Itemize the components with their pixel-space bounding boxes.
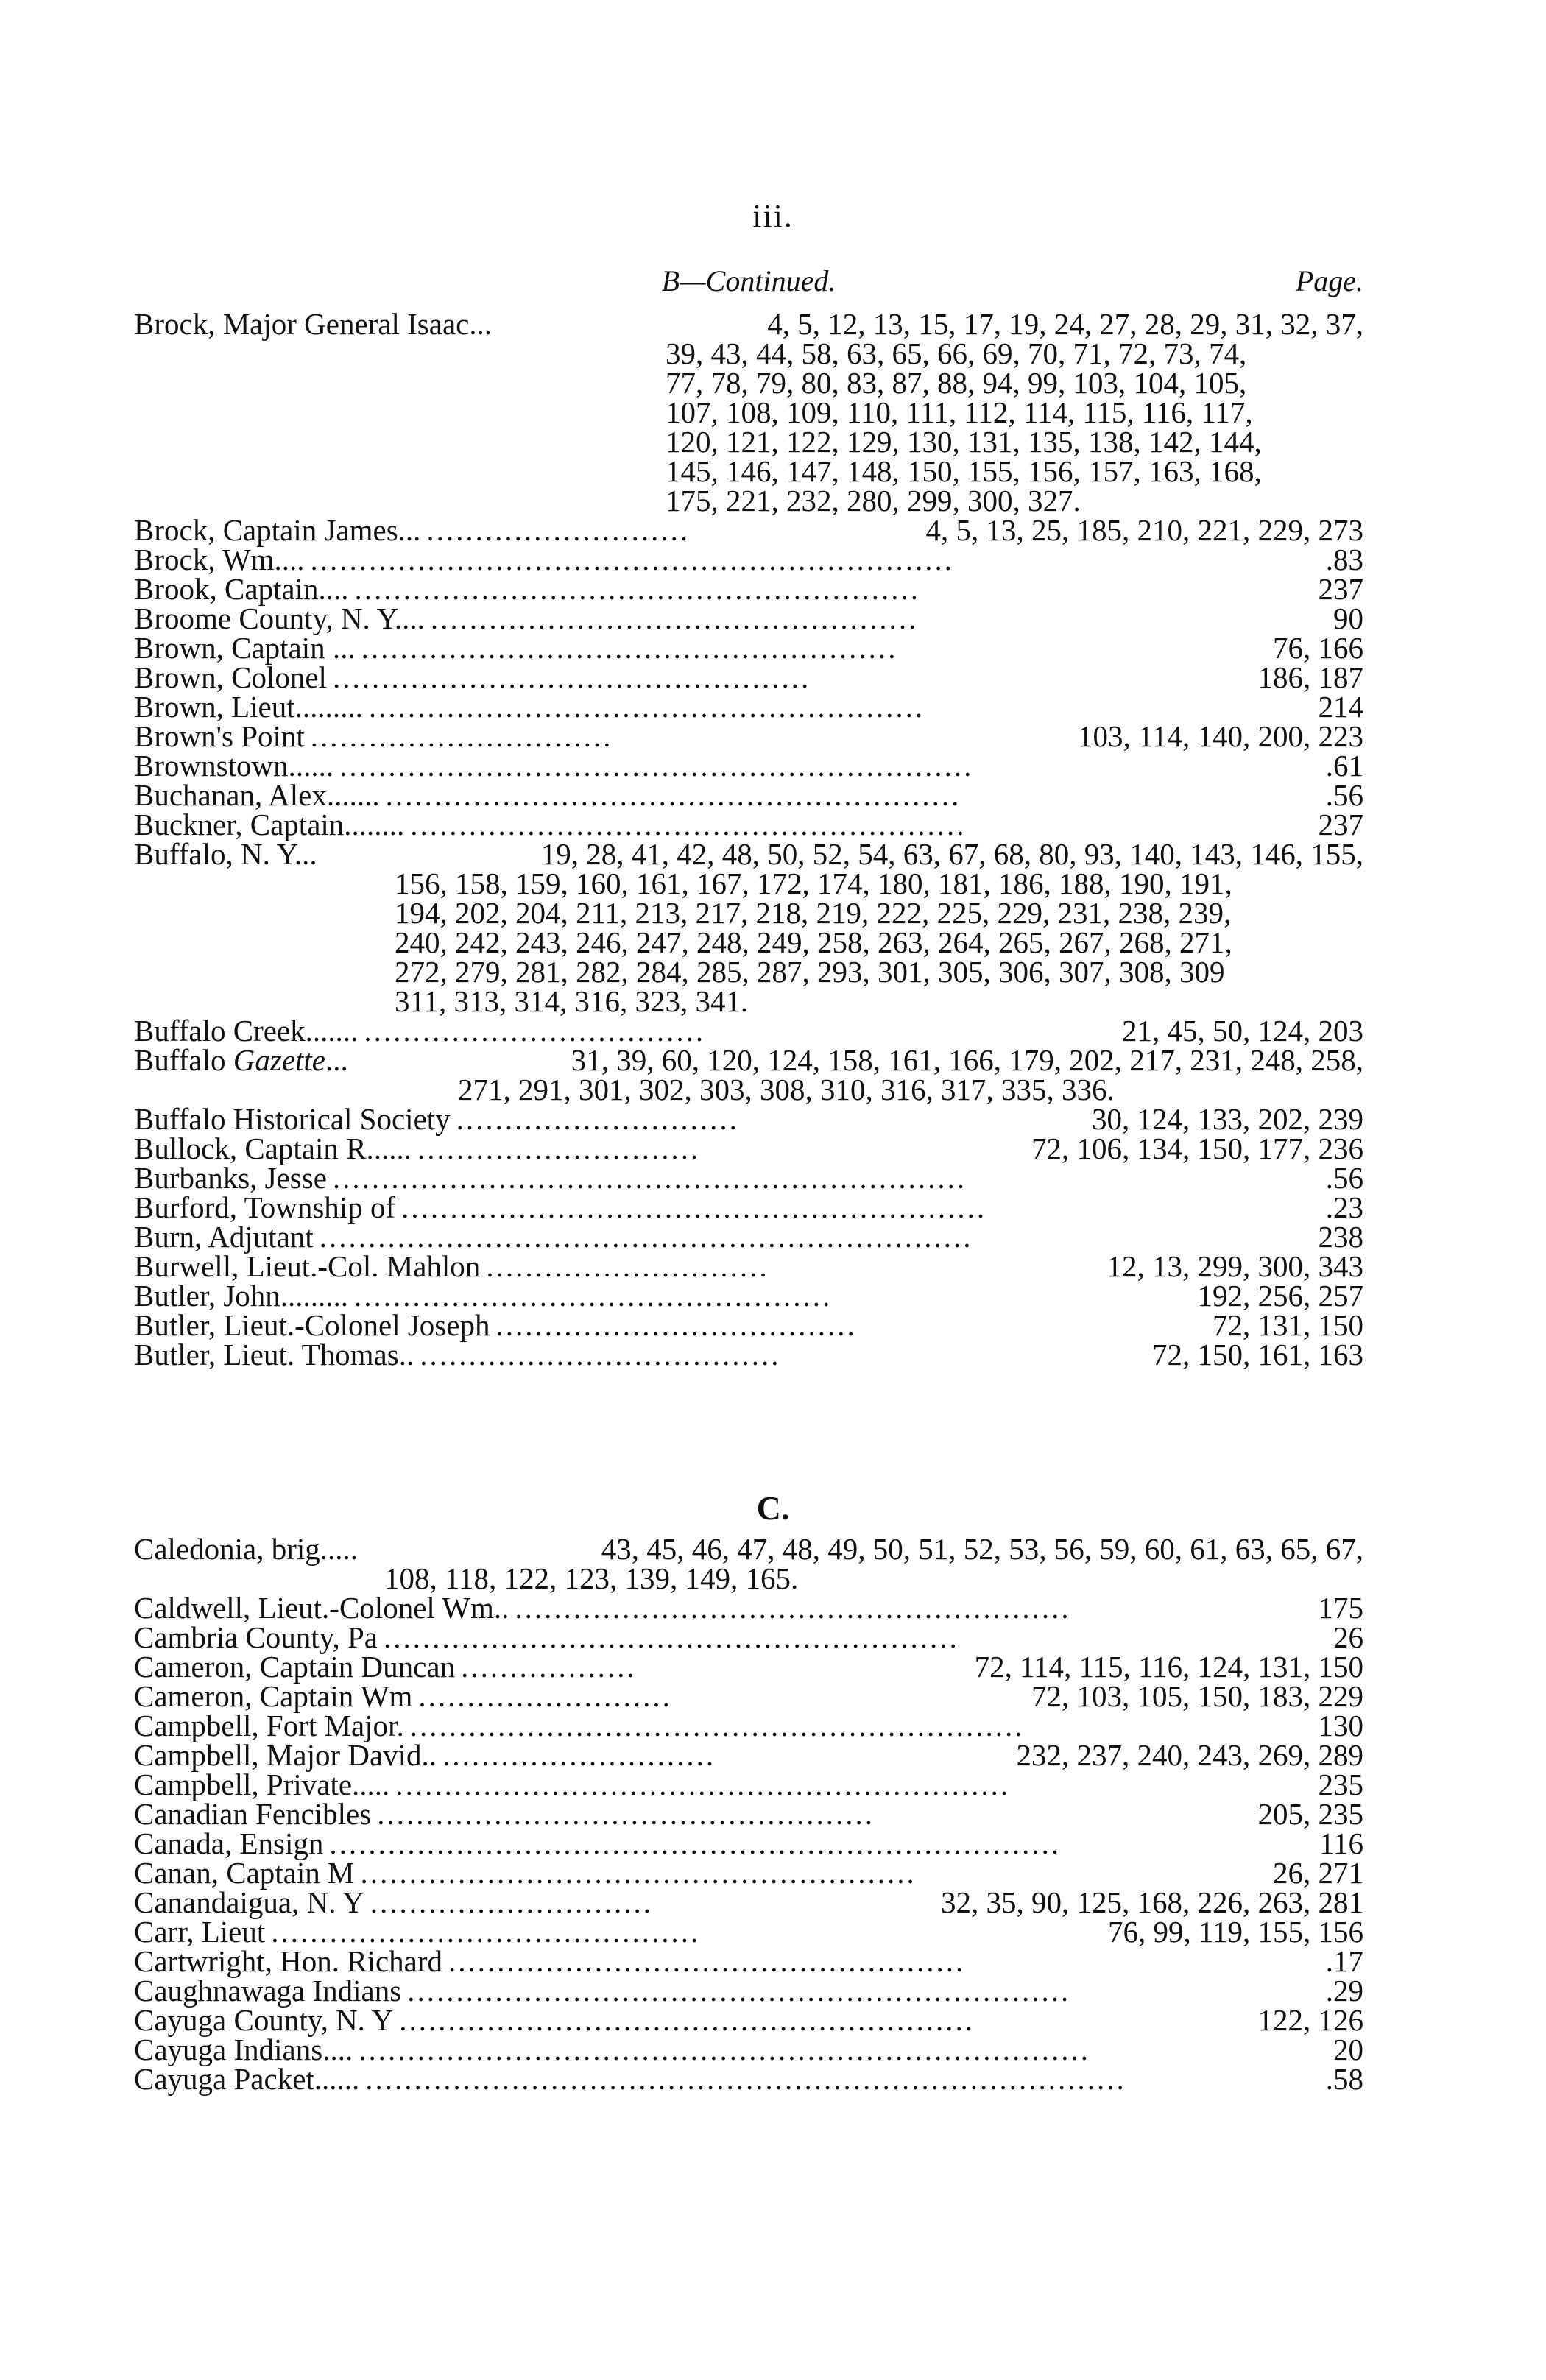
dot-leader: ............................. — [370, 1888, 653, 1917]
entry-continuation: 194, 202, 204, 211, 213, 217, 218, 219, 222, 225, 229, 231, 238, 239, — [395, 896, 1232, 930]
entry-name: Burford, Township of — [134, 1190, 396, 1224]
entry-name-tail: ... — [325, 1043, 348, 1077]
entry-pages: 72, 131, 150 — [1213, 1308, 1363, 1342]
entry-name-plain: Buffalo — [134, 1043, 233, 1077]
dot-leader: ......................................................... — [410, 810, 967, 839]
dot-leader: ............................. — [417, 1134, 701, 1163]
index-entry — [134, 633, 1363, 663]
entry-pages: .56 — [1325, 778, 1363, 812]
entry-name: Buffalo Creek....... — [134, 1014, 359, 1048]
entry-name: Bullock, Captain R...... — [134, 1131, 412, 1165]
index-entry — [134, 1190, 1363, 1224]
entry-name: Caldwell, Lieut.-Colonel Wm.. — [134, 1591, 509, 1625]
index-entry — [134, 2035, 1363, 2064]
entry-name: Cameron, Captain Duncan — [134, 1650, 456, 1684]
dot-leader: ......................................................... — [368, 692, 925, 721]
dot-leader: .................................................................... — [407, 1976, 1071, 2005]
entry-name: Buffalo Historical Society — [134, 1102, 451, 1136]
entry-name: Cartwright, Hon. Richard — [134, 1944, 443, 1978]
page-number: iii. — [752, 198, 794, 234]
letter-c-heading: C. — [756, 1489, 790, 1527]
entry-continuation: 107, 108, 109, 110, 111, 112, 114, 115, 116, 117, — [666, 395, 1253, 429]
entry-pages: .29 — [1325, 1974, 1363, 2008]
entry-pages: 235 — [1318, 1768, 1363, 1801]
entry-continuation: 120, 121, 122, 129, 130, 131, 135, 138, 142, 144, — [666, 425, 1262, 459]
dot-leader: ............................ — [442, 1740, 716, 1770]
entry-name: Burwell, Lieut.-Col. Mahlon — [134, 1249, 481, 1283]
dot-leader: ................................................. — [354, 1281, 833, 1310]
entry-pages: 4, 5, 12, 13, 15, 17, 19, 24, 27, 28, 29, 31, 32, 37, — [767, 307, 1363, 341]
dot-leader: ................................................. — [332, 663, 811, 692]
dot-leader: ..................................... — [495, 1310, 857, 1340]
entry-name: Buckner, Captain........ — [134, 808, 405, 841]
entry-pages: 214 — [1318, 690, 1363, 724]
dot-leader: ................................................................. — [332, 1163, 967, 1193]
entry-name: Butler, John......... — [134, 1279, 349, 1313]
entry-pages: 32, 35, 90, 125, 168, 226, 263, 281 — [941, 1885, 1363, 1919]
index-entry — [134, 1014, 1363, 1048]
entry-name: Broome County, N. Y.... — [134, 601, 425, 635]
entry-pages: 12, 13, 299, 300, 343 — [1106, 1249, 1363, 1283]
index-entry — [134, 810, 1363, 839]
index-entry — [134, 1251, 1363, 1281]
entry-name-italic: Gazette — [233, 1043, 326, 1077]
entry-name: Carr, Lieut — [134, 1915, 266, 1949]
index-entry — [134, 1799, 1363, 1829]
entry-name: Brown, Lieut......... — [134, 690, 363, 724]
dot-leader: .................. — [461, 1652, 637, 1681]
dot-leader: ..................................... — [420, 1340, 781, 1369]
entry-name: Brook, Captain.... — [134, 572, 349, 606]
entry-pages: 232, 237, 240, 243, 269, 289 — [1016, 1738, 1363, 1772]
entry-name: Cayuga Indians.... — [134, 2033, 353, 2066]
index-entry — [134, 690, 1363, 724]
index-entry — [134, 601, 1363, 635]
dot-leader: ........................................................... — [384, 1622, 959, 1652]
entry-name: Cayuga County, N. Y — [134, 2003, 394, 2037]
entry-pages: 20 — [1333, 2033, 1363, 2066]
entry-name: Canadian Fencibles — [134, 1797, 372, 1831]
dot-leader: ............................. — [486, 1251, 769, 1281]
index-entry — [134, 515, 1363, 545]
entry-pages: .61 — [1325, 749, 1363, 783]
entry-pages: 31, 39, 60, 120, 124, 158, 161, 166, 179, 202, 217, 231, 248, 258, — [571, 1043, 1363, 1077]
dot-leader: ................................................... — [377, 1799, 875, 1829]
index-entry — [134, 1534, 1363, 1593]
entry-pages: 122, 126 — [1257, 2003, 1363, 2037]
dot-leader: .................................................. — [430, 604, 919, 633]
entry-continuation: 240, 242, 243, 246, 247, 248, 249, 258, 263, 264, 265, 267, 268, 271, — [395, 925, 1232, 959]
entry-name — [134, 1045, 348, 1075]
entry-continuation: 156, 158, 159, 160, 161, 167, 172, 174, 180, 181, 186, 188, 190, 191, — [395, 866, 1232, 900]
entry-name: Cameron, Captain Wm — [134, 1679, 413, 1713]
entry-pages: .17 — [1325, 1944, 1363, 1978]
dot-leader: ......................................................... — [515, 1593, 1071, 1622]
entry-name: Canandaigua, N. Y — [134, 1885, 364, 1919]
entry-name: Campbell, Major David.. — [134, 1738, 437, 1772]
index-entry — [134, 1974, 1363, 2008]
dot-leader: ............................................................... — [409, 1711, 1025, 1740]
entry-pages: 21, 45, 50, 124, 203 — [1122, 1014, 1363, 1048]
entry-name: Caughnawaga Indians — [134, 1974, 402, 2008]
entry-pages: 72, 106, 134, 150, 177, 236 — [1031, 1131, 1363, 1165]
entry-pages: 72, 150, 161, 163 — [1152, 1338, 1363, 1371]
entry-continuation: 39, 43, 44, 58, 63, 65, 66, 69, 70, 71, 72, 73, 74, — [666, 336, 1247, 370]
index-entry — [134, 1826, 1363, 1860]
index-entry — [134, 780, 1363, 810]
entry-pages: 116 — [1319, 1826, 1363, 1860]
entry-name: Canada, Ensign — [134, 1826, 324, 1860]
entry-pages: 90 — [1333, 601, 1363, 635]
index-entry — [134, 660, 1363, 694]
dot-leader: ............................. — [456, 1104, 739, 1134]
dot-leader: .......................................................... — [354, 574, 921, 604]
entry-name: Canan, Captain M — [134, 1856, 355, 1890]
entry-pages: 43, 45, 46, 47, 48, 49, 50, 51, 52, 53, 56, 59, 60, 61, 63, 65, 67, — [601, 1532, 1363, 1566]
dot-leader: ........................... — [426, 515, 691, 545]
index-entry — [134, 2005, 1363, 2035]
dot-leader: ........................................................... — [399, 2005, 975, 2035]
entry-name: Buchanan, Alex....... — [134, 778, 380, 812]
entry-name: Brown, Colonel — [134, 660, 327, 694]
entry-continuation: 175, 221, 232, 280, 299, 300, 327. — [666, 484, 1081, 518]
index-entry — [134, 1220, 1363, 1254]
index-entry — [134, 1711, 1363, 1740]
entry-pages: 76, 166 — [1273, 631, 1363, 665]
entry-continuation: 77, 78, 79, 80, 83, 87, 88, 94, 99, 103, 104, 105, — [666, 366, 1247, 400]
index-entry — [134, 1740, 1363, 1770]
entry-name: Brock, Major General Isaac... — [134, 307, 493, 341]
index-entry — [134, 1681, 1363, 1711]
index-entry — [134, 1885, 1363, 1919]
entry-name: Butler, Lieut.-Colonel Joseph — [134, 1308, 490, 1342]
dot-leader: ................................... — [364, 1016, 706, 1045]
index-entry — [134, 574, 1363, 604]
entry-pages: 205, 235 — [1257, 1797, 1363, 1831]
index-section-b — [134, 309, 1363, 1369]
entry-pages: 72, 103, 105, 150, 183, 229 — [1031, 1679, 1363, 1713]
entry-name: Caledonia, brig..... — [134, 1532, 359, 1566]
index-entry — [134, 1915, 1363, 1949]
entry-pages: .83 — [1325, 543, 1363, 576]
entry-name: Brock, Wm.... — [134, 543, 305, 576]
index-entry — [134, 1770, 1363, 1799]
dot-leader: ........................................................... — [385, 780, 961, 810]
entry-pages: .56 — [1325, 1161, 1363, 1195]
dot-leader: ........................................................................... — [359, 2035, 1090, 2064]
section-heading — [134, 264, 1363, 302]
index-entry — [134, 839, 1363, 1016]
index-section-c — [134, 1534, 1363, 2094]
entry-name: Cambria County, Pa — [134, 1620, 378, 1654]
entry-pages: 4, 5, 13, 25, 185, 210, 221, 229, 273 — [925, 513, 1363, 547]
entry-pages: 26, 271 — [1273, 1856, 1363, 1890]
index-entry — [134, 545, 1363, 574]
entry-name: Brown, Captain ... — [134, 631, 356, 665]
index-entry — [134, 1310, 1363, 1340]
entry-pages: .23 — [1325, 1190, 1363, 1224]
entry-pages: 237 — [1318, 808, 1363, 841]
index-entry — [134, 2064, 1363, 2094]
entry-continuation: 311, 313, 314, 316, 323, 341. — [395, 984, 749, 1018]
entry-name: Campbell, Fort Major. — [134, 1709, 404, 1742]
entry-name: Burbanks, Jesse — [134, 1161, 327, 1195]
index-entry — [134, 749, 1363, 783]
entry-name: Brown's Point — [134, 719, 305, 753]
index-entry — [134, 307, 1363, 518]
index-entry — [134, 1650, 1363, 1684]
index-entry — [134, 1045, 1363, 1104]
entry-pages: 237 — [1318, 572, 1363, 606]
dot-leader: .............................................................................. — [365, 2064, 1126, 2094]
entry-name: Buffalo, N. Y... — [134, 837, 317, 871]
dot-leader: ....................................................... — [361, 633, 898, 663]
entry-pages: 30, 124, 133, 202, 239 — [1092, 1102, 1363, 1136]
index-entry — [134, 1858, 1363, 1888]
entry-pages: 19, 28, 41, 42, 48, 50, 52, 54, 63, 67, 68, 80, 93, 140, 143, 146, 155, — [540, 837, 1363, 871]
entry-name: Brock, Captain James... — [134, 513, 421, 547]
dot-leader: .......................... — [418, 1681, 672, 1711]
entry-pages: 175 — [1318, 1591, 1363, 1625]
entry-name: Campbell, Private..... — [134, 1768, 390, 1801]
entry-name: Cayuga Packet...... — [134, 2062, 360, 2096]
entry-pages: 26 — [1333, 1620, 1363, 1654]
dot-leader: ......................................................... — [360, 1858, 917, 1888]
index-entry — [134, 1163, 1363, 1193]
entry-name: Brownstown...... — [134, 749, 334, 783]
index-entry — [134, 1340, 1363, 1369]
entry-pages: 192, 256, 257 — [1197, 1279, 1363, 1313]
entry-continuation: 108, 118, 122, 123, 139, 149, 165. — [384, 1561, 799, 1595]
index-entry — [134, 1622, 1363, 1652]
dot-leader: ................................................................... — [319, 1222, 973, 1251]
index-entry — [134, 1279, 1363, 1313]
dot-leader: ............................... — [310, 721, 613, 751]
dot-leader: ................................................................. — [339, 751, 974, 780]
entry-pages: 238 — [1318, 1220, 1363, 1254]
entry-name: Burn, Adjutant — [134, 1220, 314, 1254]
index-entry — [134, 1946, 1363, 1976]
entry-pages: 76, 99, 119, 155, 156 — [1108, 1915, 1363, 1949]
dot-leader: .................................................................. — [310, 545, 955, 574]
dot-leader: ............................................ — [271, 1917, 701, 1946]
index-entry — [134, 1131, 1363, 1165]
entry-pages: 186, 187 — [1257, 660, 1363, 694]
entry-pages: 130 — [1318, 1709, 1363, 1742]
entry-pages: 103, 114, 140, 200, 223 — [1078, 719, 1363, 753]
dot-leader: ........................................................................... — [329, 1829, 1062, 1858]
entry-name: Butler, Lieut. Thomas.. — [134, 1338, 414, 1371]
index-entry — [134, 1104, 1363, 1134]
section-continued-label: B—Continued. — [661, 264, 836, 297]
index-entry — [134, 721, 1363, 751]
page-column-label: Page. — [1295, 264, 1363, 297]
entry-continuation: 272, 279, 281, 282, 284, 285, 287, 293, 301, 305, 306, 307, 308, 309 — [395, 955, 1225, 989]
entry-continuation: 271, 291, 301, 302, 303, 308, 310, 316, 317, 335, 336. — [458, 1073, 1115, 1106]
entry-pages: .58 — [1325, 2062, 1363, 2096]
entry-pages: 72, 114, 115, 116, 124, 131, 150 — [974, 1650, 1363, 1684]
entry-continuation: 145, 146, 147, 148, 150, 155, 156, 157, 163, 168, — [666, 454, 1262, 488]
dot-leader: ............................................................... — [395, 1770, 1011, 1799]
index-entry — [134, 1591, 1363, 1625]
dot-leader: ..................................................... — [448, 1946, 966, 1976]
dot-leader: ............................................................ — [401, 1193, 987, 1222]
